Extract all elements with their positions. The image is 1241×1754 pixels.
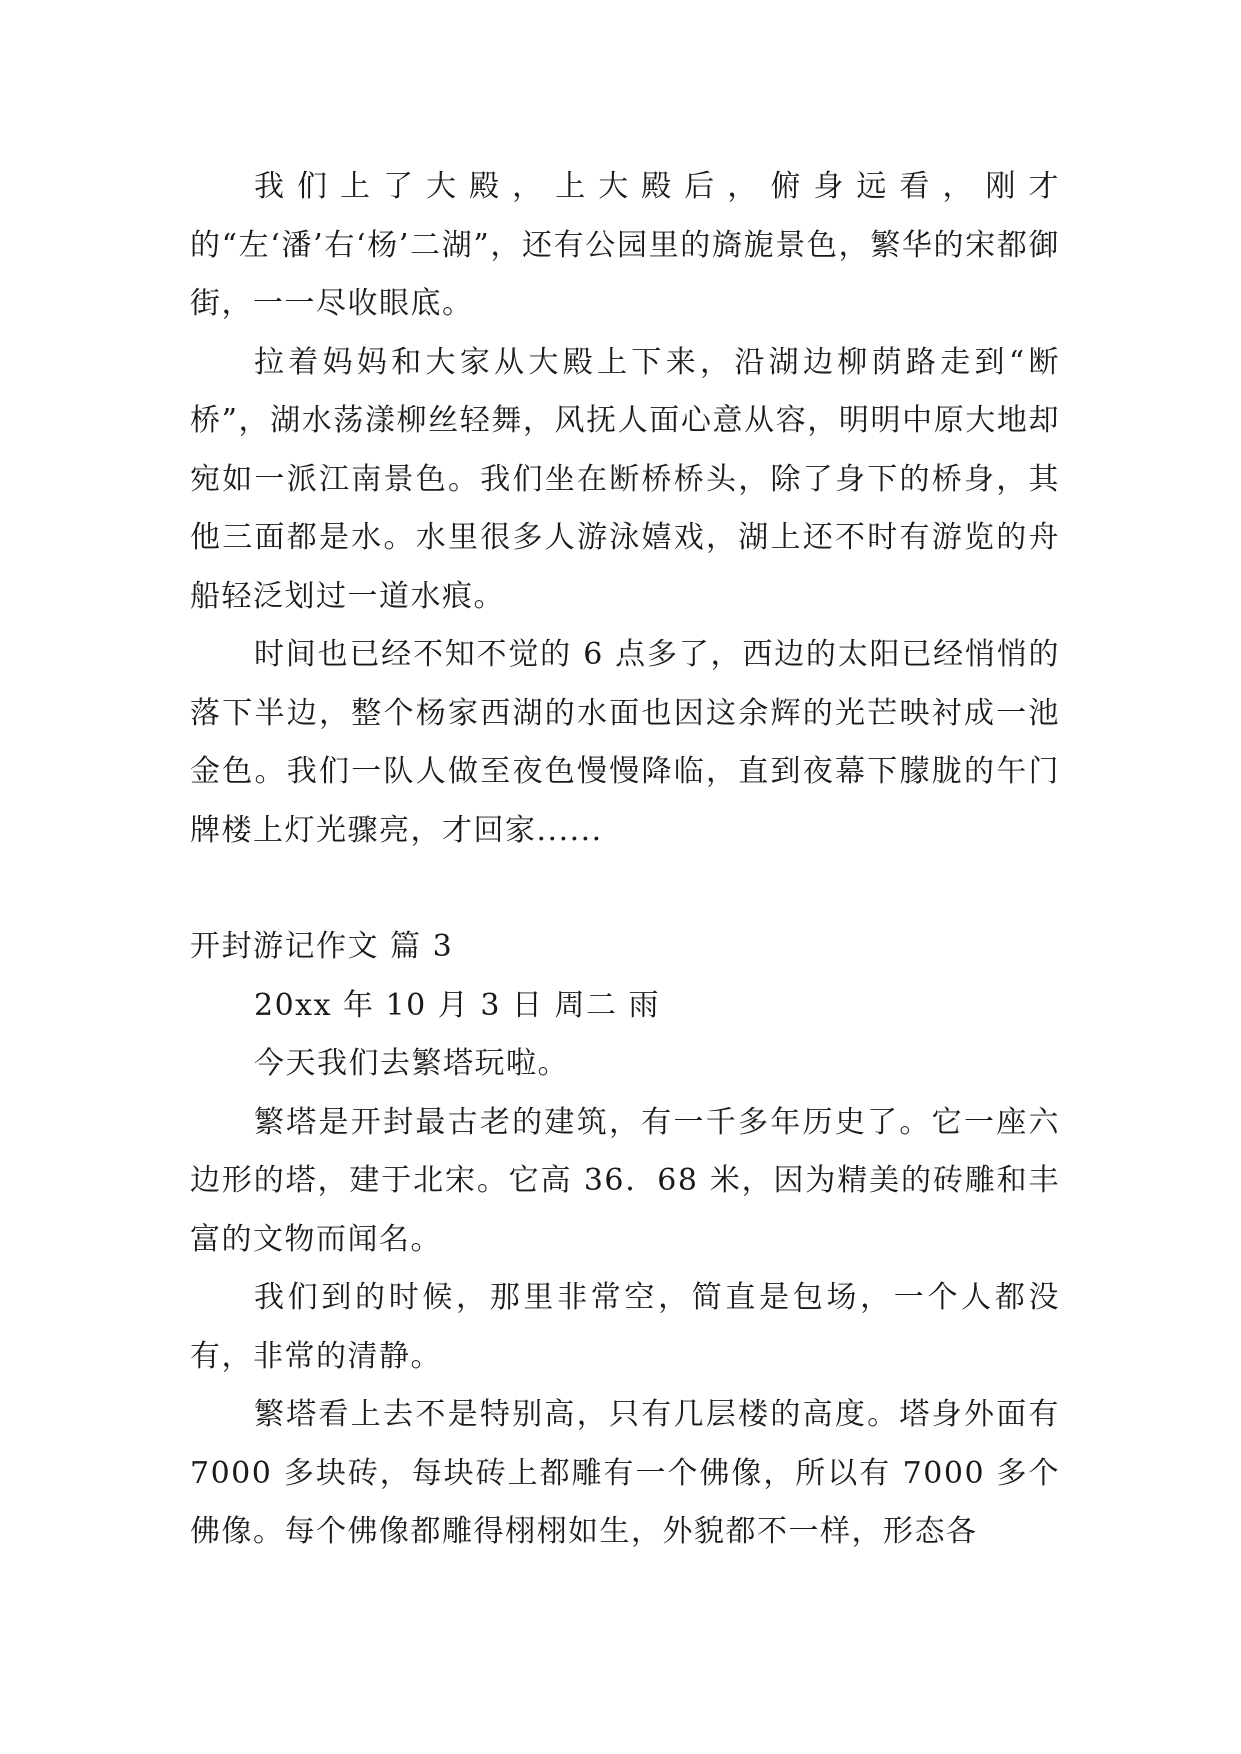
paragraph-great-hall-view: 我们上了大殿，上大殿后，俯身远看，刚才的“左‘潘’右‘杨’二湖”，还有公园里的旖旎景色，繁华的宋都御街，一一尽收眼底。 bbox=[190, 169, 1060, 321]
paragraph-broken-bridge: 拉着妈妈和大家从大殿上下来，沿湖边柳荫路走到“断桥”，湖水荡漾柳丝轻舞，风抚人面心意从容，明明中原大地却宛如一派江南景色。我们坐在断桥桥头，除了身下的桥身，其他三面都是水。水里很多人游泳嬉戏，湖上还不时有游览的舟船轻泛划过一道水痕。 bbox=[190, 344, 1060, 614]
paragraph-intro: 今天我们去繁塔玩啦。 bbox=[254, 1046, 569, 1081]
diary-date-line: 20xx 年 10 月 3 日 周二 雨 bbox=[254, 987, 661, 1023]
essay-title: 开封游记作文 篇 3 bbox=[190, 929, 454, 964]
document-body bbox=[190, 158, 1060, 1562]
paragraph-sunset: 时间也已经不知不觉的 6 点多了，西边的太阳已经悄悄的落下半边，整个杨家西湖的水面也因这余辉的光芒映衬成一池金色。我们一队人做至夜色慢慢降临，直到夜幕下朦胧的午门牌楼上灯光骤亮，才回家...... bbox=[190, 637, 1060, 848]
paragraph-fan-pagoda-history: 繁塔是开封最古老的建筑，有一千多年历史了。它一座六边形的塔，建于北宋。它高 36．68 米，因为精美的砖雕和丰富的文物而闻名。 bbox=[190, 1104, 1060, 1257]
paragraph-empty-site: 我们到的时候，那里非常空，简直是包场，一个人都没有，非常的清静。 bbox=[190, 1280, 1060, 1374]
paragraph-buddha-bricks: 繁塔看上去不是特别高，只有几层楼的高度。塔身外面有 7000 多块砖，每块砖上都雕有一个佛像，所以有 7000 多个佛像。每个佛像都雕得栩栩如生，外貌都不一样，形态各 bbox=[190, 1397, 1060, 1549]
